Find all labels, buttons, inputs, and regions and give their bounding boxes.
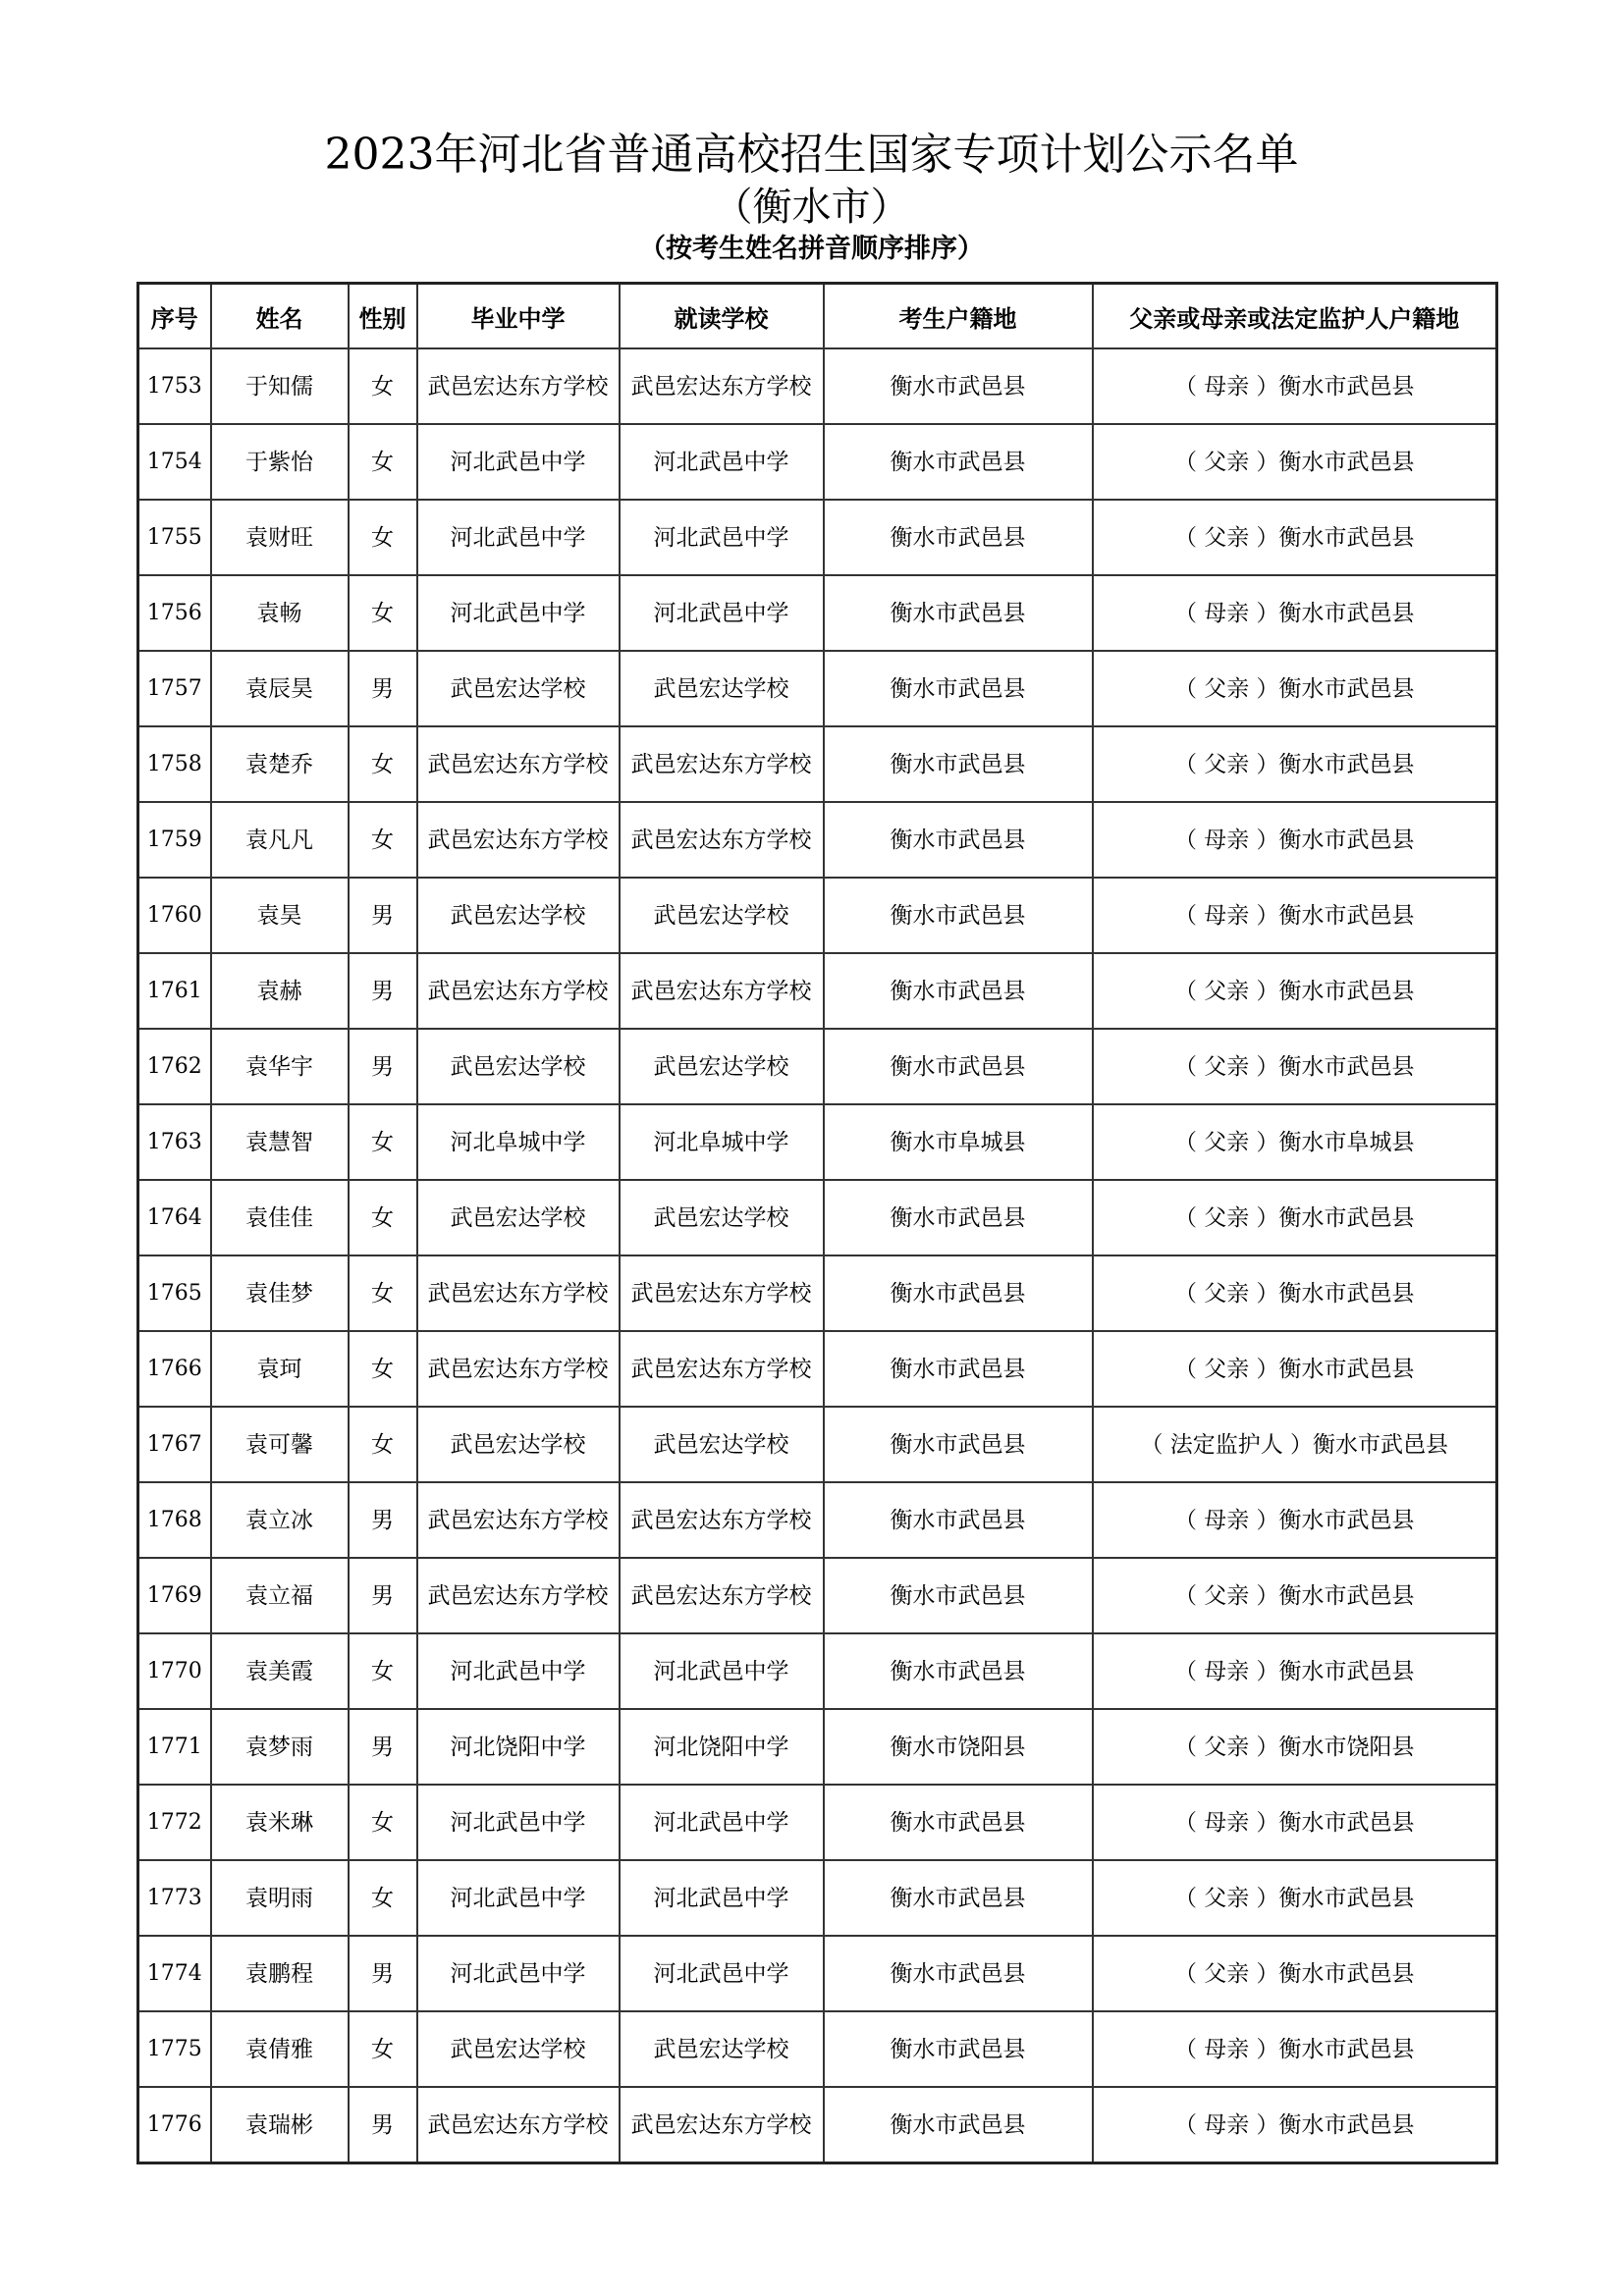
cell-gender: 女: [349, 1860, 417, 1936]
cell-index: 1760: [138, 878, 211, 953]
cell-name: 袁可馨: [211, 1407, 349, 1482]
cell-graduated-school: 武邑宏达东方学校: [417, 802, 620, 878]
cell-student-household: 衡水市武邑县: [824, 726, 1093, 802]
table-row: [138, 1860, 1497, 1936]
cell-guardian-household: （ 父亲 ）衡水市武邑县: [1093, 1860, 1497, 1936]
cell-student-household: 衡水市武邑县: [824, 1633, 1093, 1709]
cell-gender: 女: [349, 2011, 417, 2087]
cell-index: 1767: [138, 1407, 211, 1482]
cell-graduated-school: 武邑宏达学校: [417, 1407, 620, 1482]
cell-gender: 女: [349, 1331, 417, 1407]
cell-guardian-household: （ 父亲 ）衡水市武邑县: [1093, 726, 1497, 802]
header-current-school: 就读学校: [620, 284, 824, 349]
cell-gender: 男: [349, 651, 417, 726]
cell-graduated-school: 武邑宏达东方学校: [417, 1255, 620, 1331]
table-row: [138, 1331, 1497, 1407]
cell-student-household: 衡水市武邑县: [824, 1180, 1093, 1255]
cell-name: 袁鹏程: [211, 1936, 349, 2011]
cell-name: 袁立福: [211, 1558, 349, 1633]
header-graduated-school: 毕业中学: [417, 284, 620, 349]
cell-index: 1770: [138, 1633, 211, 1709]
cell-name: 袁佳佳: [211, 1180, 349, 1255]
cell-gender: 女: [349, 348, 417, 424]
cell-index: 1769: [138, 1558, 211, 1633]
table-row: [138, 500, 1497, 575]
cell-index: 1765: [138, 1255, 211, 1331]
cell-graduated-school: 河北武邑中学: [417, 1633, 620, 1709]
cell-gender: 女: [349, 1633, 417, 1709]
cell-gender: 女: [349, 575, 417, 651]
cell-student-household: 衡水市武邑县: [824, 424, 1093, 500]
cell-name: 袁华宇: [211, 1029, 349, 1104]
cell-guardian-household: （ 母亲 ）衡水市武邑县: [1093, 878, 1497, 953]
cell-name: 袁梦雨: [211, 1709, 349, 1785]
cell-gender: 女: [349, 1407, 417, 1482]
cell-gender: 女: [349, 500, 417, 575]
header-name: 姓名: [211, 284, 349, 349]
cell-gender: 女: [349, 424, 417, 500]
cell-graduated-school: 河北饶阳中学: [417, 1709, 620, 1785]
table-row: [138, 1558, 1497, 1633]
table-row: [138, 953, 1497, 1029]
cell-graduated-school: 河北武邑中学: [417, 500, 620, 575]
cell-graduated-school: 武邑宏达东方学校: [417, 726, 620, 802]
cell-name: 袁财旺: [211, 500, 349, 575]
cell-index: 1759: [138, 802, 211, 878]
table-row: [138, 1104, 1497, 1180]
cell-name: 袁辰昊: [211, 651, 349, 726]
cell-index: 1776: [138, 2087, 211, 2163]
cell-current-school: 武邑宏达东方学校: [620, 2087, 824, 2163]
header-guardian-household: 父亲或母亲或法定监护人户籍地: [1093, 284, 1497, 349]
cell-graduated-school: 武邑宏达东方学校: [417, 1482, 620, 1558]
cell-student-household: 衡水市武邑县: [824, 878, 1093, 953]
cell-name: 袁佳梦: [211, 1255, 349, 1331]
cell-current-school: 武邑宏达东方学校: [620, 1331, 824, 1407]
cell-current-school: 武邑宏达东方学校: [620, 1255, 824, 1331]
cell-index: 1761: [138, 953, 211, 1029]
cell-graduated-school: 武邑宏达东方学校: [417, 2087, 620, 2163]
cell-guardian-household: （ 父亲 ）衡水市阜城县: [1093, 1104, 1497, 1180]
cell-guardian-household: （ 母亲 ）衡水市武邑县: [1093, 802, 1497, 878]
cell-graduated-school: 河北武邑中学: [417, 1860, 620, 1936]
cell-name: 袁楚乔: [211, 726, 349, 802]
cell-current-school: 河北阜城中学: [620, 1104, 824, 1180]
table-row: [138, 1180, 1497, 1255]
table-row: [138, 1936, 1497, 2011]
cell-student-household: 衡水市武邑县: [824, 1482, 1093, 1558]
cell-guardian-household: （ 父亲 ）衡水市武邑县: [1093, 1180, 1497, 1255]
cell-index: 1753: [138, 348, 211, 424]
cell-gender: 男: [349, 1709, 417, 1785]
cell-index: 1775: [138, 2011, 211, 2087]
cell-gender: 男: [349, 953, 417, 1029]
cell-student-household: 衡水市武邑县: [824, 953, 1093, 1029]
cell-gender: 女: [349, 1255, 417, 1331]
cell-student-household: 衡水市饶阳县: [824, 1709, 1093, 1785]
cell-current-school: 武邑宏达东方学校: [620, 953, 824, 1029]
table-row: [138, 1029, 1497, 1104]
cell-guardian-household: （ 父亲 ）衡水市武邑县: [1093, 953, 1497, 1029]
cell-graduated-school: 武邑宏达学校: [417, 651, 620, 726]
cell-guardian-household: （ 母亲 ）衡水市武邑县: [1093, 1785, 1497, 1860]
sort-note: （按考生姓名拼音顺序排序）: [639, 234, 984, 264]
cell-current-school: 武邑宏达东方学校: [620, 1558, 824, 1633]
cell-current-school: 河北武邑中学: [620, 575, 824, 651]
cell-graduated-school: 武邑宏达学校: [417, 1029, 620, 1104]
cell-current-school: 河北武邑中学: [620, 1633, 824, 1709]
cell-guardian-household: （ 母亲 ）衡水市武邑县: [1093, 1633, 1497, 1709]
table-row: [138, 726, 1497, 802]
cell-name: 袁昊: [211, 878, 349, 953]
cell-name: 袁瑞彬: [211, 2087, 349, 2163]
cell-graduated-school: 武邑宏达学校: [417, 2011, 620, 2087]
cell-student-household: 衡水市武邑县: [824, 1255, 1093, 1331]
cell-index: 1763: [138, 1104, 211, 1180]
roster-table: [136, 282, 1498, 2164]
cell-name: 袁珂: [211, 1331, 349, 1407]
cell-graduated-school: 河北武邑中学: [417, 1936, 620, 2011]
cell-current-school: 武邑宏达学校: [620, 1407, 824, 1482]
cell-student-household: 衡水市武邑县: [824, 1407, 1093, 1482]
cell-gender: 男: [349, 2087, 417, 2163]
cell-graduated-school: 武邑宏达学校: [417, 878, 620, 953]
cell-graduated-school: 河北武邑中学: [417, 424, 620, 500]
table-row: [138, 802, 1497, 878]
cell-current-school: 河北武邑中学: [620, 1785, 824, 1860]
cell-gender: 女: [349, 1180, 417, 1255]
cell-name: 袁倩雅: [211, 2011, 349, 2087]
cell-name: 于紫怡: [211, 424, 349, 500]
cell-current-school: 河北武邑中学: [620, 1936, 824, 2011]
table-row: [138, 2087, 1497, 2163]
cell-graduated-school: 河北武邑中学: [417, 575, 620, 651]
table-row: [138, 575, 1497, 651]
cell-gender: 男: [349, 1482, 417, 1558]
cell-name: 袁畅: [211, 575, 349, 651]
cell-guardian-household: （ 父亲 ）衡水市饶阳县: [1093, 1709, 1497, 1785]
cell-student-household: 衡水市武邑县: [824, 1936, 1093, 2011]
cell-guardian-household: （ 母亲 ）衡水市武邑县: [1093, 348, 1497, 424]
table-row: [138, 1785, 1497, 1860]
cell-current-school: 武邑宏达东方学校: [620, 348, 824, 424]
table-row: [138, 424, 1497, 500]
cell-current-school: 武邑宏达东方学校: [620, 1482, 824, 1558]
cell-student-household: 衡水市武邑县: [824, 2011, 1093, 2087]
cell-student-household: 衡水市武邑县: [824, 1785, 1093, 1860]
cell-student-household: 衡水市武邑县: [824, 802, 1093, 878]
cell-current-school: 河北饶阳中学: [620, 1709, 824, 1785]
cell-student-household: 衡水市武邑县: [824, 575, 1093, 651]
cell-student-household: 衡水市武邑县: [824, 651, 1093, 726]
table-row: [138, 878, 1497, 953]
table-row: [138, 1407, 1497, 1482]
header-student-household: 考生户籍地: [824, 284, 1093, 349]
cell-graduated-school: 河北阜城中学: [417, 1104, 620, 1180]
cell-guardian-household: （ 父亲 ）衡水市武邑县: [1093, 1331, 1497, 1407]
cell-index: 1754: [138, 424, 211, 500]
cell-guardian-household: （ 父亲 ）衡水市武邑县: [1093, 1255, 1497, 1331]
table-row: [138, 1482, 1497, 1558]
cell-student-household: 衡水市武邑县: [824, 1860, 1093, 1936]
cell-current-school: 武邑宏达学校: [620, 1180, 824, 1255]
cell-current-school: 河北武邑中学: [620, 424, 824, 500]
cell-student-household: 衡水市武邑县: [824, 500, 1093, 575]
table-row: [138, 651, 1497, 726]
cell-name: 袁赫: [211, 953, 349, 1029]
cell-index: 1768: [138, 1482, 211, 1558]
cell-name: 袁明雨: [211, 1860, 349, 1936]
cell-graduated-school: 武邑宏达东方学校: [417, 953, 620, 1029]
cell-graduated-school: 河北武邑中学: [417, 1785, 620, 1860]
cell-index: 1758: [138, 726, 211, 802]
cell-guardian-household: （ 母亲 ）衡水市武邑县: [1093, 2087, 1497, 2163]
cell-guardian-household: （ 父亲 ）衡水市武邑县: [1093, 1558, 1497, 1633]
cell-current-school: 武邑宏达学校: [620, 878, 824, 953]
cell-current-school: 武邑宏达学校: [620, 651, 824, 726]
cell-name: 袁凡凡: [211, 802, 349, 878]
cell-student-household: 衡水市武邑县: [824, 1029, 1093, 1104]
cell-current-school: 河北武邑中学: [620, 1860, 824, 1936]
header-gender: 性别: [349, 284, 417, 349]
cell-student-household: 衡水市武邑县: [824, 1331, 1093, 1407]
page-title: 2023年河北省普通高校招生国家专项计划公示名单: [324, 130, 1299, 180]
cell-student-household: 衡水市武邑县: [824, 2087, 1093, 2163]
cell-gender: 男: [349, 1029, 417, 1104]
cell-current-school: 武邑宏达学校: [620, 2011, 824, 2087]
cell-student-household: 衡水市武邑县: [824, 348, 1093, 424]
cell-guardian-household: （ 父亲 ）衡水市武邑县: [1093, 500, 1497, 575]
cell-guardian-household: （ 父亲 ）衡水市武邑县: [1093, 424, 1497, 500]
cell-guardian-household: （ 父亲 ）衡水市武邑县: [1093, 1029, 1497, 1104]
cell-gender: 女: [349, 1104, 417, 1180]
page-subtitle: （衡水市）: [713, 185, 910, 230]
cell-index: 1755: [138, 500, 211, 575]
table-row: [138, 1255, 1497, 1331]
cell-name: 袁慧智: [211, 1104, 349, 1180]
cell-student-household: 衡水市武邑县: [824, 1558, 1093, 1633]
header-index: 序号: [138, 284, 211, 349]
cell-index: 1762: [138, 1029, 211, 1104]
cell-gender: 女: [349, 1785, 417, 1860]
cell-graduated-school: 武邑宏达东方学校: [417, 348, 620, 424]
table-row: [138, 1633, 1497, 1709]
cell-index: 1771: [138, 1709, 211, 1785]
table-row: [138, 1709, 1497, 1785]
cell-name: 袁美霞: [211, 1633, 349, 1709]
cell-guardian-household: （ 父亲 ）衡水市武邑县: [1093, 651, 1497, 726]
cell-index: 1773: [138, 1860, 211, 1936]
cell-guardian-household: （ 母亲 ）衡水市武邑县: [1093, 575, 1497, 651]
cell-guardian-household: （ 母亲 ）衡水市武邑县: [1093, 2011, 1497, 2087]
cell-index: 1756: [138, 575, 211, 651]
cell-current-school: 武邑宏达东方学校: [620, 802, 824, 878]
cell-gender: 男: [349, 1558, 417, 1633]
cell-gender: 男: [349, 878, 417, 953]
cell-guardian-household: （ 父亲 ）衡水市武邑县: [1093, 1936, 1497, 2011]
cell-current-school: 武邑宏达学校: [620, 1029, 824, 1104]
table-header-row: [138, 284, 1497, 349]
cell-gender: 女: [349, 802, 417, 878]
cell-graduated-school: 武邑宏达东方学校: [417, 1558, 620, 1633]
cell-name: 于知儒: [211, 348, 349, 424]
cell-student-household: 衡水市阜城县: [824, 1104, 1093, 1180]
cell-current-school: 武邑宏达东方学校: [620, 726, 824, 802]
table-row: [138, 2011, 1497, 2087]
cell-name: 袁米琳: [211, 1785, 349, 1860]
cell-index: 1772: [138, 1785, 211, 1860]
cell-graduated-school: 武邑宏达东方学校: [417, 1331, 620, 1407]
table-row: [138, 348, 1497, 424]
cell-index: 1766: [138, 1331, 211, 1407]
cell-index: 1757: [138, 651, 211, 726]
cell-guardian-household: （ 母亲 ）衡水市武邑县: [1093, 1482, 1497, 1558]
cell-graduated-school: 武邑宏达学校: [417, 1180, 620, 1255]
cell-gender: 女: [349, 726, 417, 802]
cell-index: 1764: [138, 1180, 211, 1255]
cell-guardian-household: （ 法定监护人 ）衡水市武邑县: [1093, 1407, 1497, 1482]
cell-index: 1774: [138, 1936, 211, 2011]
cell-current-school: 河北武邑中学: [620, 500, 824, 575]
cell-gender: 男: [349, 1936, 417, 2011]
cell-name: 袁立冰: [211, 1482, 349, 1558]
